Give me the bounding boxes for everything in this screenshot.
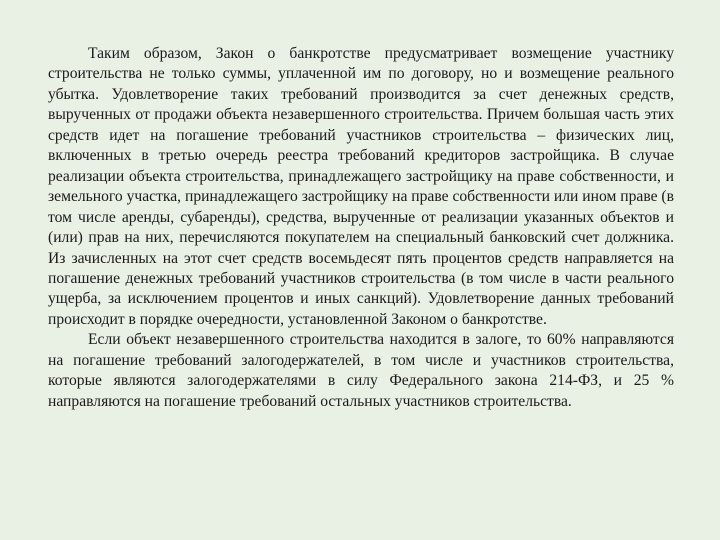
paragraph-1: Таким образом, Закон о банкротстве предусматривает возмещение участнику строительства не только суммы, уплаченной им по договору, но и возмещение реального убытка. Удовлетворение таких требований производится за счет денежных средств, вырученных от продажи объекта незавершенного строительства. Причем большая часть этих средств идет на погашение требований участников строительства – физических лиц, включенных в третью очередь реестра требований кредиторов застройщика. В случае реализации объекта строительства, принадлежащего застройщику на праве собственности, и земельного участка, принадлежащего застройщику на праве собственности или ином праве (в том числе аренды, субаренды), средства, вырученные от реализации указанных объектов и (или) прав на них, перечисляются покупателем на специальный банковский счет должника. Из зачисленных на этот счет средств восемьдесят пять процентов средств направляется на погашение денежных требований участников строительства (в том числе в части реального ущерба, за исключением процентов и иных санкций). Удовлетворение данных требований происходит в порядке очередности, установленной Законом о банкротстве. [48,45,674,328]
body-text [48,44,674,412]
paragraph-2: Если объект незавершенного строительства находится в залоге, то 60% направляются на погашение требований залогодержателей, в том числе и участников строительства, которые являются залогодержателями в силу Федерального закона 214-ФЗ, и 25 % направляются на погашение требований остальных участников строительства. [48,331,674,410]
